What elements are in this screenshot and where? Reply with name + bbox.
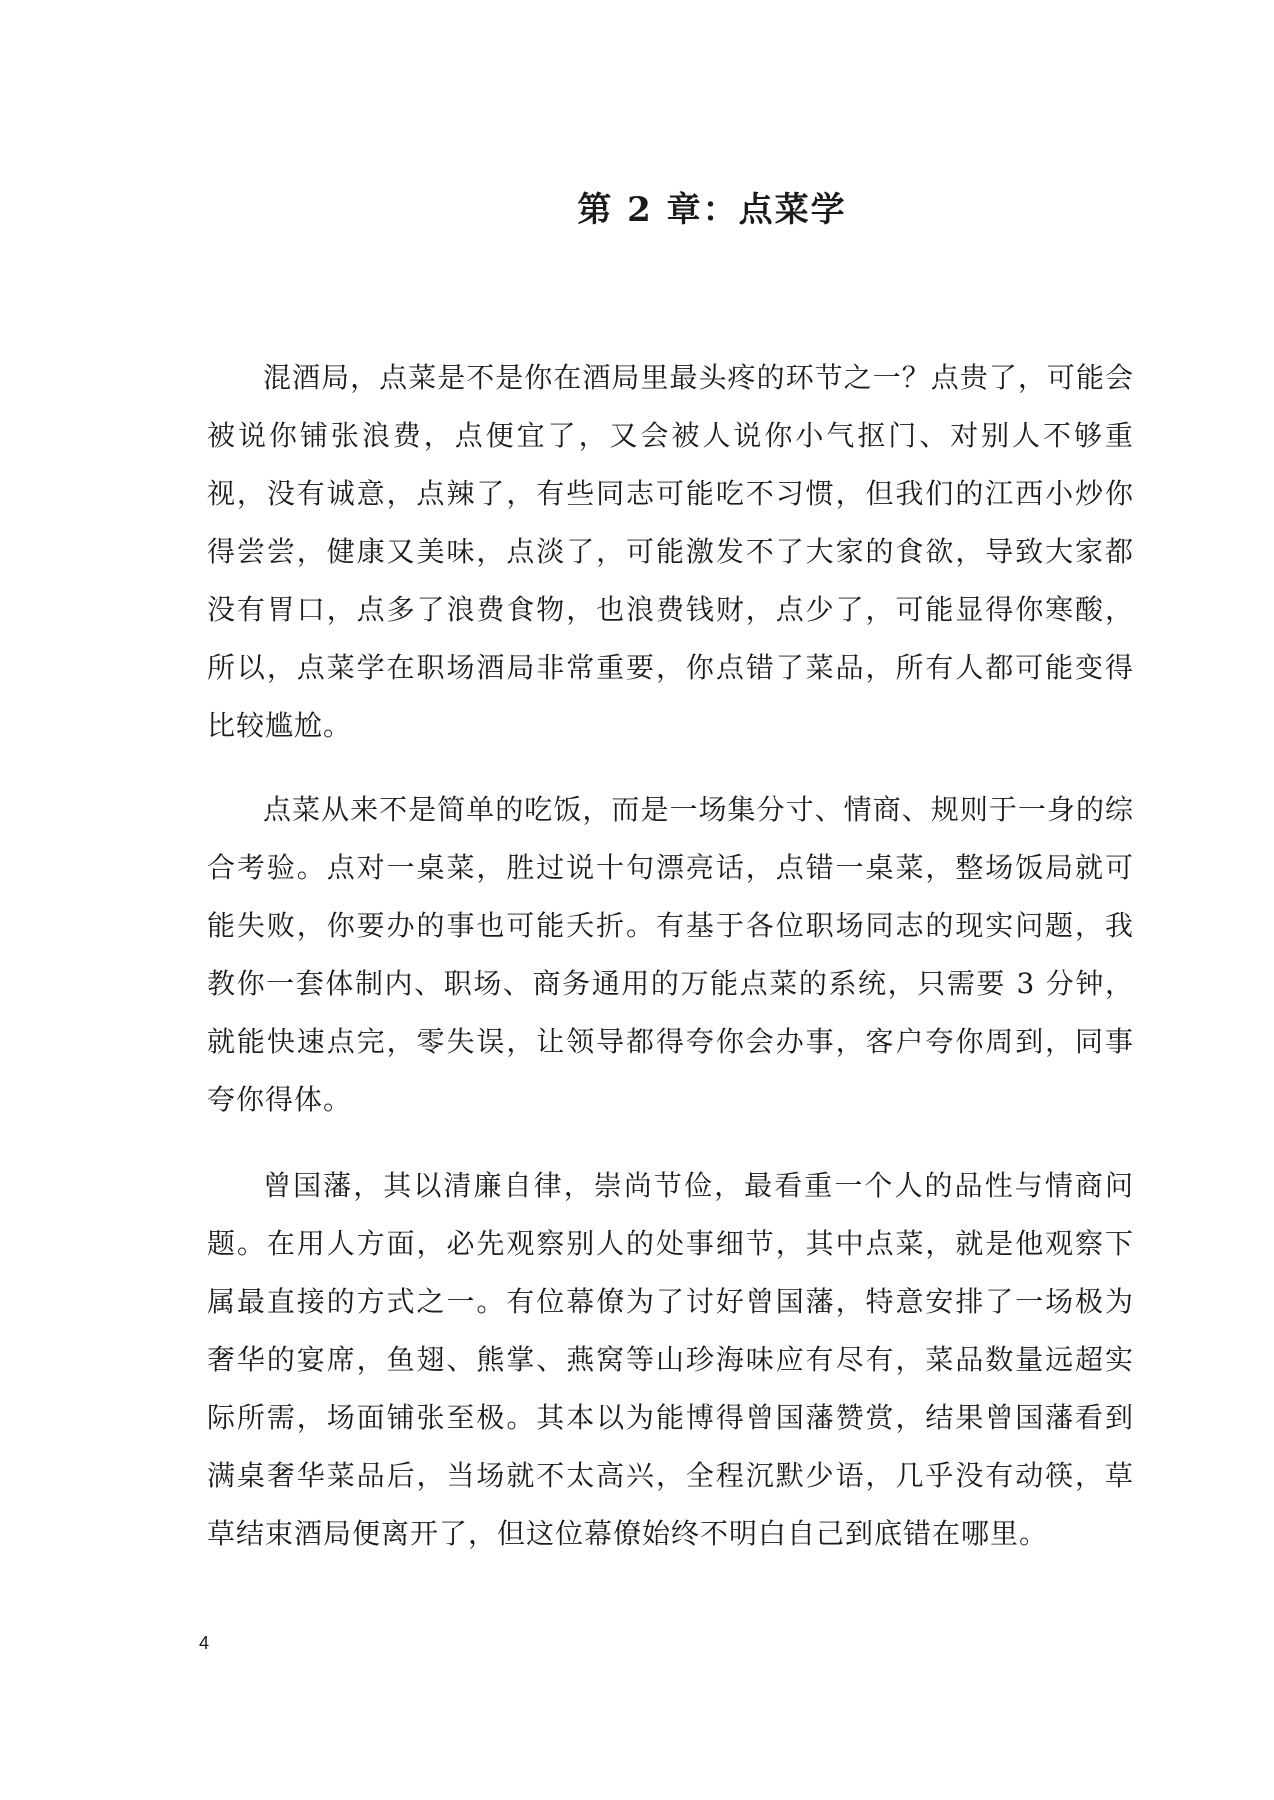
page-number: 4 xyxy=(199,1633,210,1653)
body-paragraph: 混酒局，点菜是不是你在酒局里最头疼的环节之一？点贵了，可能会被说你铺张浪费，点便宜了，又会被人说你小气抠门、对别人不够重视，没有诚意，点辣了，有些同志可能吃不习惯，但我们的江西小炒你得尝尝，健康又美味，点淡了，可能激发不了大家的食欲，导致大家都没有胃口，点多了浪费食物，也浪费钱财，点少了，可能显得你寒酸，所以，点菜学在职场酒局非常重要，你点错了菜品，所有人都可能变得比较尴尬。 xyxy=(207,361,1134,742)
body-paragraph: 点菜从来不是简单的吃饭，而是一场集分寸、情商、规则于一身的综合考验。点对一桌菜，胜过说十句漂亮话，点错一桌菜，整场饭局就可能失败，你要办的事也可能夭折。有基于各位职场同志的现实问题，我教你一套体制内、职场、商务通用的万能点菜的系统，只需要 3 分钟，就能快速点完，零失误，让领导都得夸你会办事，客户夸你周到，同事夸你得体。 xyxy=(207,793,1134,1116)
chapter-title: 第 2 章：点菜学 xyxy=(577,190,847,230)
body-paragraph: 曾国藩，其以清廉自律，崇尚节俭，最看重一个人的品性与情商问题。在用人方面，必先观察别人的处事细节，其中点菜，就是他观察下属最直接的方式之一。有位幕僚为了讨好曾国藩，特意安排了一场极为奢华的宴席，鱼翅、熊掌、燕窝等山珍海味应有尽有，菜品数量远超实际所需，场面铺张至极。其本以为能博得曾国藩赞赏，结果曾国藩看到满桌奢华菜品后，当场就不太高兴，全程沉默少语，几乎没有动筷，草草结束酒局便离开了，但这位幕僚始终不明白自己到底错在哪里。 xyxy=(207,1169,1134,1550)
